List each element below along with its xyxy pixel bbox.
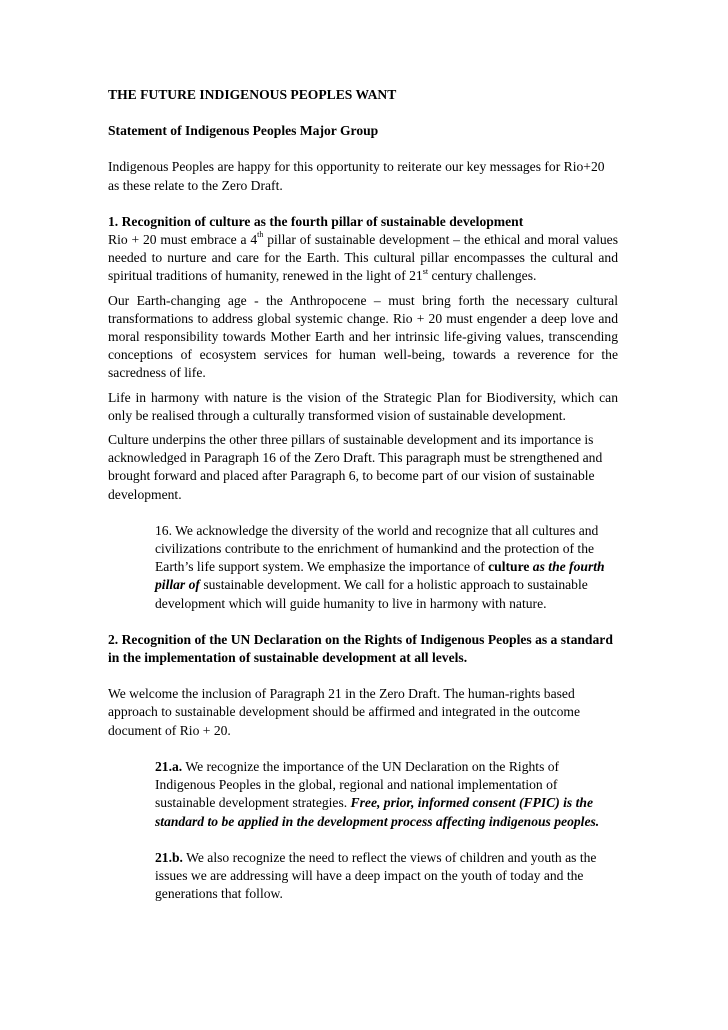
section1-paragraph-1: Rio + 20 must embrace a 4th pillar of sustainable development – the ethical and moral values needed to nurture and care for the Earth. This cultural pillar encompasses the cultural and spiritual traditions of humanity, renewed in the light of 21st century challenges. xyxy=(108,230,618,284)
section2-heading: 2. Recognition of the UN Declaration on the Rights of Indigenous Peoples as a standard in the implementation of sustainable development at all levels. xyxy=(108,631,613,666)
paragraph-21a-quote: 21.a. We recognize the importance of the UN Declaration on the Rights of Indigenous Peoples in the global, regional and national implementation of sustainable development strategies. Free, prior, informed consent (FPIC) is the standard to be applied in the development process affecting indigenous peoples. xyxy=(155,758,600,829)
document-title: THE FUTURE INDIGENOUS PEOPLES WANT xyxy=(108,87,397,102)
section2-paragraph-1: We welcome the inclusion of Paragraph 21 in the Zero Draft. The human-rights based approach to sustainable development should be affirmed and integrated in the outcome document of Rio + 20. xyxy=(108,686,580,738)
intro-paragraph: Indigenous Peoples are happy for this opportunity to reiterate our key messages for Rio+20 as these relate to the Zero Draft. xyxy=(108,159,605,193)
paragraph-16-quote: 16. We acknowledge the diversity of the world and recognize that all cultures and civilizations contribute to the enrichment of humankind and the protection of the Earth’s life support system. We emphasize the importance of culture as the fourth pillar of sustainable development. We call for a holistic approach to sustainable development which will guide humanity to live in harmony with nature. xyxy=(155,522,605,611)
paragraph-21b-quote: 21.b. We also recognize the need to reflect the views of children and youth as the issues we are addressing will have a deep impact on the youth of today and the generations that follow. xyxy=(155,849,597,902)
document-page xyxy=(108,86,618,903)
document-subtitle: Statement of Indigenous Peoples Major Group xyxy=(108,123,379,139)
section1-heading: 1. Recognition of culture as the fourth pillar of sustainable development xyxy=(108,213,524,229)
section1-paragraph-3: Life in harmony with nature is the vision of the Strategic Plan for Biodiversity, which can only be realised through a culturally transformed vision of sustainable development. xyxy=(108,389,618,423)
section1-paragraph-4: Culture underpins the other three pillars of sustainable development and its importance is acknowledged in Paragraph 16 of the Zero Draft. This paragraph must be strengthened and brought forward and placed after Paragraph 6, to become part of our vision of sustainable development. xyxy=(108,432,603,502)
section1-paragraph-2: Our Earth-changing age - the Anthropocene – must bring forth the necessary cultural transformations to address global systemic change. Rio + 20 must engender a deep love and moral responsibility towards Mother Earth and her intrinsic life-giving values, transcending conceptions of ecosystem services for human well-being, towards a reverence for the sacredness of life. xyxy=(108,292,618,381)
